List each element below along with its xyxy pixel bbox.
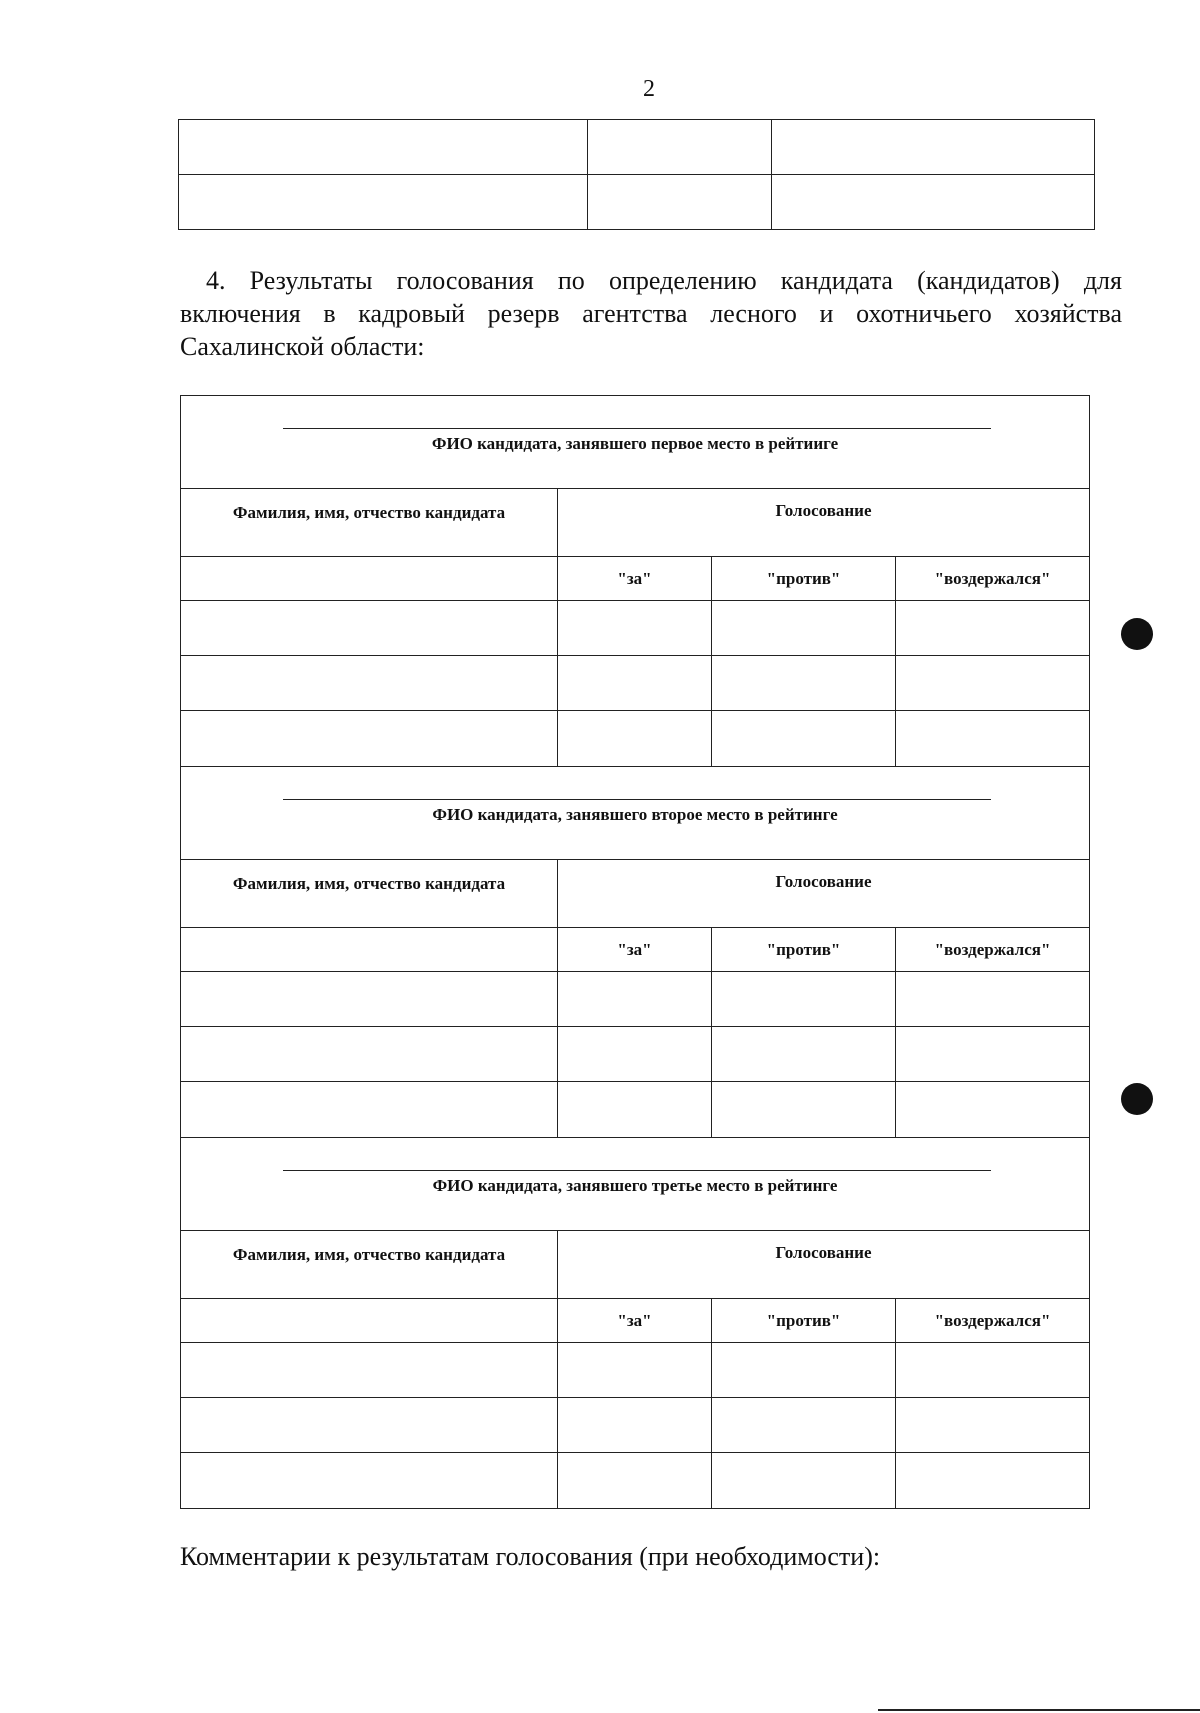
rank-title: ФИО кандидата, занявшего первое место в рейтииге bbox=[431, 434, 839, 453]
rank-header bbox=[181, 1138, 1089, 1231]
vote-against-header: "против" bbox=[712, 557, 896, 601]
table-cell bbox=[712, 1082, 896, 1137]
fio-blank-line bbox=[283, 1170, 991, 1171]
fio-label: Фамилия, имя, отчество кандидата bbox=[181, 489, 558, 557]
vote-abstain-header: "воздержался" bbox=[896, 1299, 1089, 1343]
voting-label: Голосование bbox=[558, 1231, 1089, 1299]
table-cell bbox=[558, 1027, 712, 1082]
table-cell bbox=[896, 1082, 1089, 1137]
table-cell bbox=[181, 656, 558, 711]
table-cell bbox=[558, 972, 712, 1027]
table-cell bbox=[558, 1343, 712, 1398]
page-number: 2 bbox=[643, 76, 655, 102]
table-cell bbox=[896, 1453, 1089, 1508]
fio-column-header bbox=[181, 489, 558, 601]
rank-title: ФИО кандидата, занявшего второе место в рейтинге bbox=[432, 805, 838, 824]
table-cell bbox=[179, 175, 588, 230]
table-cell bbox=[181, 972, 558, 1027]
table-cell bbox=[558, 656, 712, 711]
section-number: 4. bbox=[206, 266, 226, 295]
table-cell bbox=[712, 1027, 896, 1082]
table-cell bbox=[772, 120, 1095, 175]
fio-label: Фамилия, имя, отчество кандидата bbox=[181, 860, 558, 928]
fio-blank-cell bbox=[181, 557, 558, 601]
table-cell bbox=[181, 1398, 558, 1453]
table-cell bbox=[712, 1453, 896, 1508]
bottom-rule bbox=[878, 1709, 1200, 1711]
rank-section-third bbox=[181, 1137, 1089, 1508]
table-cell bbox=[896, 656, 1089, 711]
vote-for-header: "за" bbox=[558, 557, 712, 601]
rank-header bbox=[181, 396, 1089, 489]
table-cell bbox=[181, 1343, 558, 1398]
fio-blank-cell bbox=[181, 1299, 558, 1343]
table-row bbox=[179, 120, 1095, 175]
table-cell bbox=[588, 175, 772, 230]
table-cell bbox=[712, 1343, 896, 1398]
fio-column-header bbox=[181, 860, 558, 972]
vote-abstain-header: "воздержался" bbox=[896, 557, 1089, 601]
table-cell bbox=[896, 972, 1089, 1027]
section-text: Результаты голосования по определению кандидата (кандидатов) для включения в кадровый резерв агентства лесного и охотничьего хозяйства Сахалинской области: bbox=[180, 266, 1122, 361]
rank-section-first bbox=[181, 396, 1089, 766]
table-cell bbox=[179, 120, 588, 175]
table-cell bbox=[712, 1398, 896, 1453]
table-cell bbox=[181, 711, 558, 766]
table-cell bbox=[712, 972, 896, 1027]
table-cell bbox=[588, 120, 772, 175]
vote-against-header: "против" bbox=[712, 928, 896, 972]
vote-against-header: "против" bbox=[712, 1299, 896, 1343]
voting-label: Голосование bbox=[558, 860, 1089, 928]
vote-abstain-header: "воздержался" bbox=[896, 928, 1089, 972]
table-cell bbox=[181, 1027, 558, 1082]
table-cell bbox=[896, 1343, 1089, 1398]
table-cell bbox=[712, 656, 896, 711]
fio-blank-line bbox=[283, 428, 991, 429]
continued-table bbox=[178, 119, 1095, 230]
table-cell bbox=[558, 601, 712, 656]
voting-results-table bbox=[180, 395, 1090, 1509]
table-cell bbox=[181, 601, 558, 656]
table-cell bbox=[558, 711, 712, 766]
table-cell bbox=[712, 711, 896, 766]
rank-header bbox=[181, 767, 1089, 860]
table-cell bbox=[896, 711, 1089, 766]
table-cell bbox=[558, 1453, 712, 1508]
fio-blank-line bbox=[283, 799, 991, 800]
punch-hole-mark bbox=[1121, 1083, 1153, 1115]
table-cell bbox=[181, 1453, 558, 1508]
punch-hole-mark bbox=[1121, 618, 1153, 650]
table-cell bbox=[896, 601, 1089, 656]
table-cell bbox=[181, 1082, 558, 1137]
rank-section-second bbox=[181, 766, 1089, 1137]
table-cell bbox=[558, 1082, 712, 1137]
vote-for-header: "за" bbox=[558, 928, 712, 972]
fio-column-header bbox=[181, 1231, 558, 1343]
section-4-paragraph bbox=[180, 264, 1122, 363]
comments-label: Комментарии к результатам голосования (при необходимости): bbox=[180, 1542, 881, 1571]
table-cell bbox=[896, 1027, 1089, 1082]
fio-label: Фамилия, имя, отчество кандидата bbox=[181, 1231, 558, 1299]
table-cell bbox=[712, 601, 896, 656]
table-cell bbox=[896, 1398, 1089, 1453]
table-row bbox=[179, 175, 1095, 230]
vote-for-header: "за" bbox=[558, 1299, 712, 1343]
table-cell bbox=[772, 175, 1095, 230]
table-cell bbox=[558, 1398, 712, 1453]
fio-blank-cell bbox=[181, 928, 558, 972]
rank-title: ФИО кандидата, занявшего третье место в рейтинге bbox=[432, 1176, 838, 1195]
voting-label: Голосование bbox=[558, 489, 1089, 557]
